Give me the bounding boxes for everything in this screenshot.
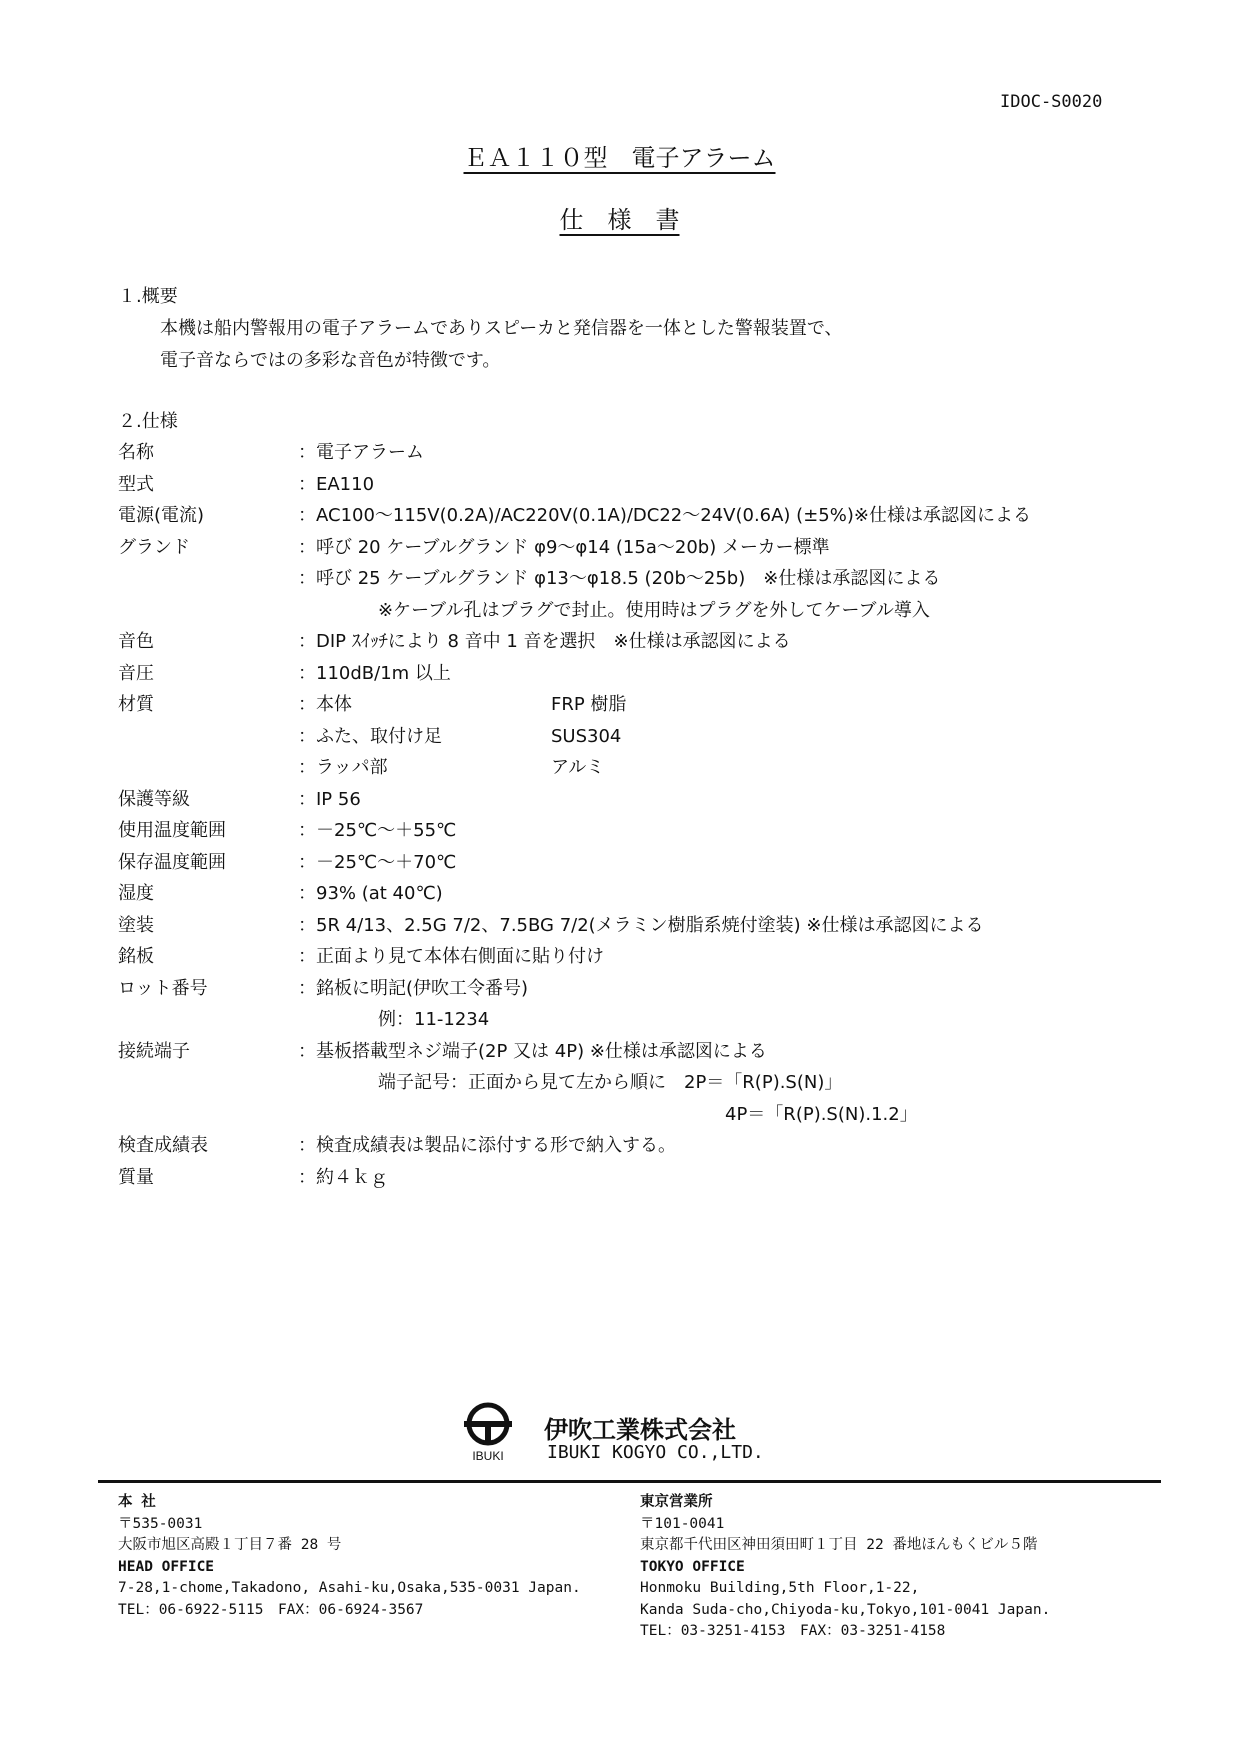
spec-row-mass bbox=[118, 1162, 1118, 1194]
overview-line-1: 本機は船内警報用の電子アラームでありスピーカと発信器を一体とした警報装置で、 bbox=[160, 318, 843, 339]
spec-value: ：DIP ｽｲｯﾁにより 8 音中 1 音を選択 ※仕様は承認図による bbox=[298, 631, 791, 652]
tokyo-office-tel-fax: TEL：03-3251-4153 FAX：03-3251-4158 bbox=[640, 1623, 946, 1639]
spec-label: 音色 bbox=[118, 631, 154, 652]
spec-row-material-2 bbox=[118, 721, 1118, 753]
spec-row-ip bbox=[118, 784, 1118, 816]
tokyo-office-block bbox=[640, 1492, 1050, 1643]
spec-label: 名称 bbox=[118, 442, 154, 463]
spec-row-tone bbox=[118, 626, 1118, 658]
spec-value: ：AC100～115V(0.2A)/AC220V(0.1A)/DC22～24V(0.6A) (±5%)※仕様は承認図による bbox=[298, 505, 1031, 526]
spec-material: アルミ bbox=[551, 757, 605, 778]
spec-row-material-1 bbox=[118, 689, 1118, 721]
head-office-block bbox=[118, 1492, 581, 1621]
spec-label: 保存温度範囲 bbox=[118, 851, 226, 873]
spec-label: 接続端子 bbox=[118, 1040, 190, 1062]
spec-value: ：正面より見て本体右側面に貼り付け bbox=[298, 946, 604, 967]
spec-value: ：93% (at 40℃) bbox=[298, 883, 443, 904]
spec-value: ：ふた、取付け足 bbox=[298, 725, 442, 747]
spec-label: 電源(電流) bbox=[118, 505, 205, 526]
spec-value: ：本体 bbox=[298, 694, 352, 715]
spec-value: ：－25℃～＋70℃ bbox=[298, 851, 457, 873]
footer-divider bbox=[98, 1480, 1161, 1483]
company-name-en: IBUKI KOGYO CO.,LTD. bbox=[547, 1442, 764, 1463]
company-name-jp: 伊吹工業株式会社 bbox=[544, 1416, 736, 1444]
spec-row-gland-note bbox=[118, 595, 1118, 627]
spec-label: 材質 bbox=[118, 694, 154, 715]
spec-note: 例：11-1234 bbox=[378, 1009, 490, 1030]
head-office-title-en: HEAD OFFICE bbox=[118, 1558, 215, 1575]
spec-note: 端子記号：正面から見て左から順に 2P＝「R(P).S(N)」 bbox=[378, 1072, 843, 1093]
spec-material: FRP 樹脂 bbox=[551, 694, 627, 715]
spec-row-spl bbox=[118, 658, 1118, 690]
spec-row-material-3 bbox=[118, 752, 1118, 784]
logo-text: IBUKI bbox=[472, 1449, 504, 1463]
spec-row-model bbox=[118, 469, 1118, 501]
spec-value: ：110dB/1m 以上 bbox=[298, 662, 451, 684]
spec-row-terminal-4p bbox=[118, 1099, 1118, 1131]
spec-label: 塗装 bbox=[118, 914, 154, 936]
overview-line-2: 電子音ならではの多彩な音色が特徴です。 bbox=[160, 350, 501, 371]
spec-value: ：約４ｋｇ bbox=[298, 1166, 388, 1188]
spec-value: ：ラッパ部 bbox=[298, 757, 388, 778]
spec-value: ：EA110 bbox=[298, 473, 375, 495]
spec-value: ：呼び 25 ケーブルグランド φ13～φ18.5 (20b～25b) ※仕様は承認図による bbox=[298, 568, 941, 589]
document-title: ＥＡ１１０型 電子アラーム bbox=[463, 144, 776, 172]
spec-row-sttemp bbox=[118, 847, 1118, 879]
spec-value: ：IP 56 bbox=[298, 788, 361, 810]
spec-row-gland bbox=[118, 532, 1118, 564]
document-id: IDOC-S0020 bbox=[1000, 92, 1103, 112]
spec-row-name bbox=[118, 437, 1118, 469]
spec-value: ：基板搭載型ネジ端子(2P 又は 4P) ※仕様は承認図による bbox=[298, 1040, 767, 1062]
spec-row-terminal-symbol bbox=[118, 1067, 1118, 1099]
spec-label: 銘板 bbox=[118, 946, 154, 967]
spec-label: 検査成績表 bbox=[118, 1135, 208, 1156]
spec-material: SUS304 bbox=[551, 725, 622, 747]
spec-label: ロット番号 bbox=[118, 977, 208, 999]
tokyo-office-title-jp: 東京営業所 bbox=[640, 1494, 713, 1510]
spec-note: 4P＝「R(P).S(N).1.2」 bbox=[725, 1103, 918, 1125]
spec-label: グランド bbox=[118, 536, 190, 558]
spec-row-optemp bbox=[118, 815, 1118, 847]
head-office-address-jp: 大阪市旭区高殿１丁目７番 28 号 bbox=[118, 1537, 342, 1553]
spec-table bbox=[118, 437, 1118, 1193]
spec-value: ：－25℃～＋55℃ bbox=[298, 820, 457, 841]
spec-label: 型式 bbox=[118, 473, 154, 495]
section-spec-heading: ２.仕様 bbox=[118, 411, 178, 432]
spec-row-inspection bbox=[118, 1130, 1118, 1162]
section-overview-heading: １.概要 bbox=[118, 286, 178, 307]
spec-value: ：呼び 20 ケーブルグランド φ9～φ14 (15a～20b) メーカー標準 bbox=[298, 536, 830, 558]
spec-row-lot bbox=[118, 973, 1118, 1005]
tokyo-office-address-en-2: Kanda Suda-cho,Chiyoda-ku,Tokyo,101-0041 Japan. bbox=[640, 1601, 1051, 1618]
spec-value: ：銘板に明記(伊吹工令番号) bbox=[298, 977, 529, 999]
spec-row-power bbox=[118, 500, 1118, 532]
spec-label: 音圧 bbox=[118, 662, 154, 684]
spec-value: ：電子アラーム bbox=[298, 442, 424, 463]
tokyo-office-address-jp: 東京都千代田区神田須田町１丁目 22 番地ほんもくビル５階 bbox=[640, 1537, 1038, 1553]
spec-value: ：5R 4/13、2.5G 7/2、7.5BG 7/2(メラミン樹脂系焼付塗装) ※仕様は承認図による bbox=[298, 914, 984, 936]
spec-label: 使用温度範囲 bbox=[118, 820, 226, 841]
spec-row-nameplate bbox=[118, 941, 1118, 973]
spec-row-gland-2 bbox=[118, 563, 1118, 595]
spec-row-terminal bbox=[118, 1036, 1118, 1068]
document-subtitle: 仕 様 書 bbox=[559, 206, 680, 234]
head-office-tel-fax: TEL：06-6922-5115 FAX：06-6924-3567 bbox=[118, 1601, 424, 1618]
head-office-address-en: 7-28,1-chome,Takadono, Asahi-ku,Osaka,535-0031 Japan. bbox=[118, 1580, 581, 1596]
head-office-postal: 〒535-0031 bbox=[118, 1515, 203, 1532]
ibuki-logo-icon bbox=[458, 1402, 518, 1464]
company-logo bbox=[458, 1402, 518, 1464]
spec-row-lot-example bbox=[118, 1004, 1118, 1036]
spec-value: ：検査成績表は製品に添付する形で納入する。 bbox=[298, 1135, 676, 1156]
tokyo-office-address-en-1: Honmoku Building,5th Floor,1-22, bbox=[640, 1580, 920, 1596]
spec-row-paint bbox=[118, 910, 1118, 942]
spec-note: ※ケーブル孔はプラグで封止。使用時はプラグを外してケーブル導入 bbox=[378, 599, 930, 621]
tokyo-office-postal: 〒101-0041 bbox=[640, 1515, 725, 1532]
spec-label: 保護等級 bbox=[118, 788, 190, 810]
head-office-title-jp: 本 社 bbox=[118, 1494, 156, 1510]
spec-label: 湿度 bbox=[118, 883, 154, 904]
spec-row-humidity bbox=[118, 878, 1118, 910]
spec-label: 質量 bbox=[118, 1166, 154, 1188]
tokyo-office-title-en: TOKYO OFFICE bbox=[640, 1558, 745, 1575]
